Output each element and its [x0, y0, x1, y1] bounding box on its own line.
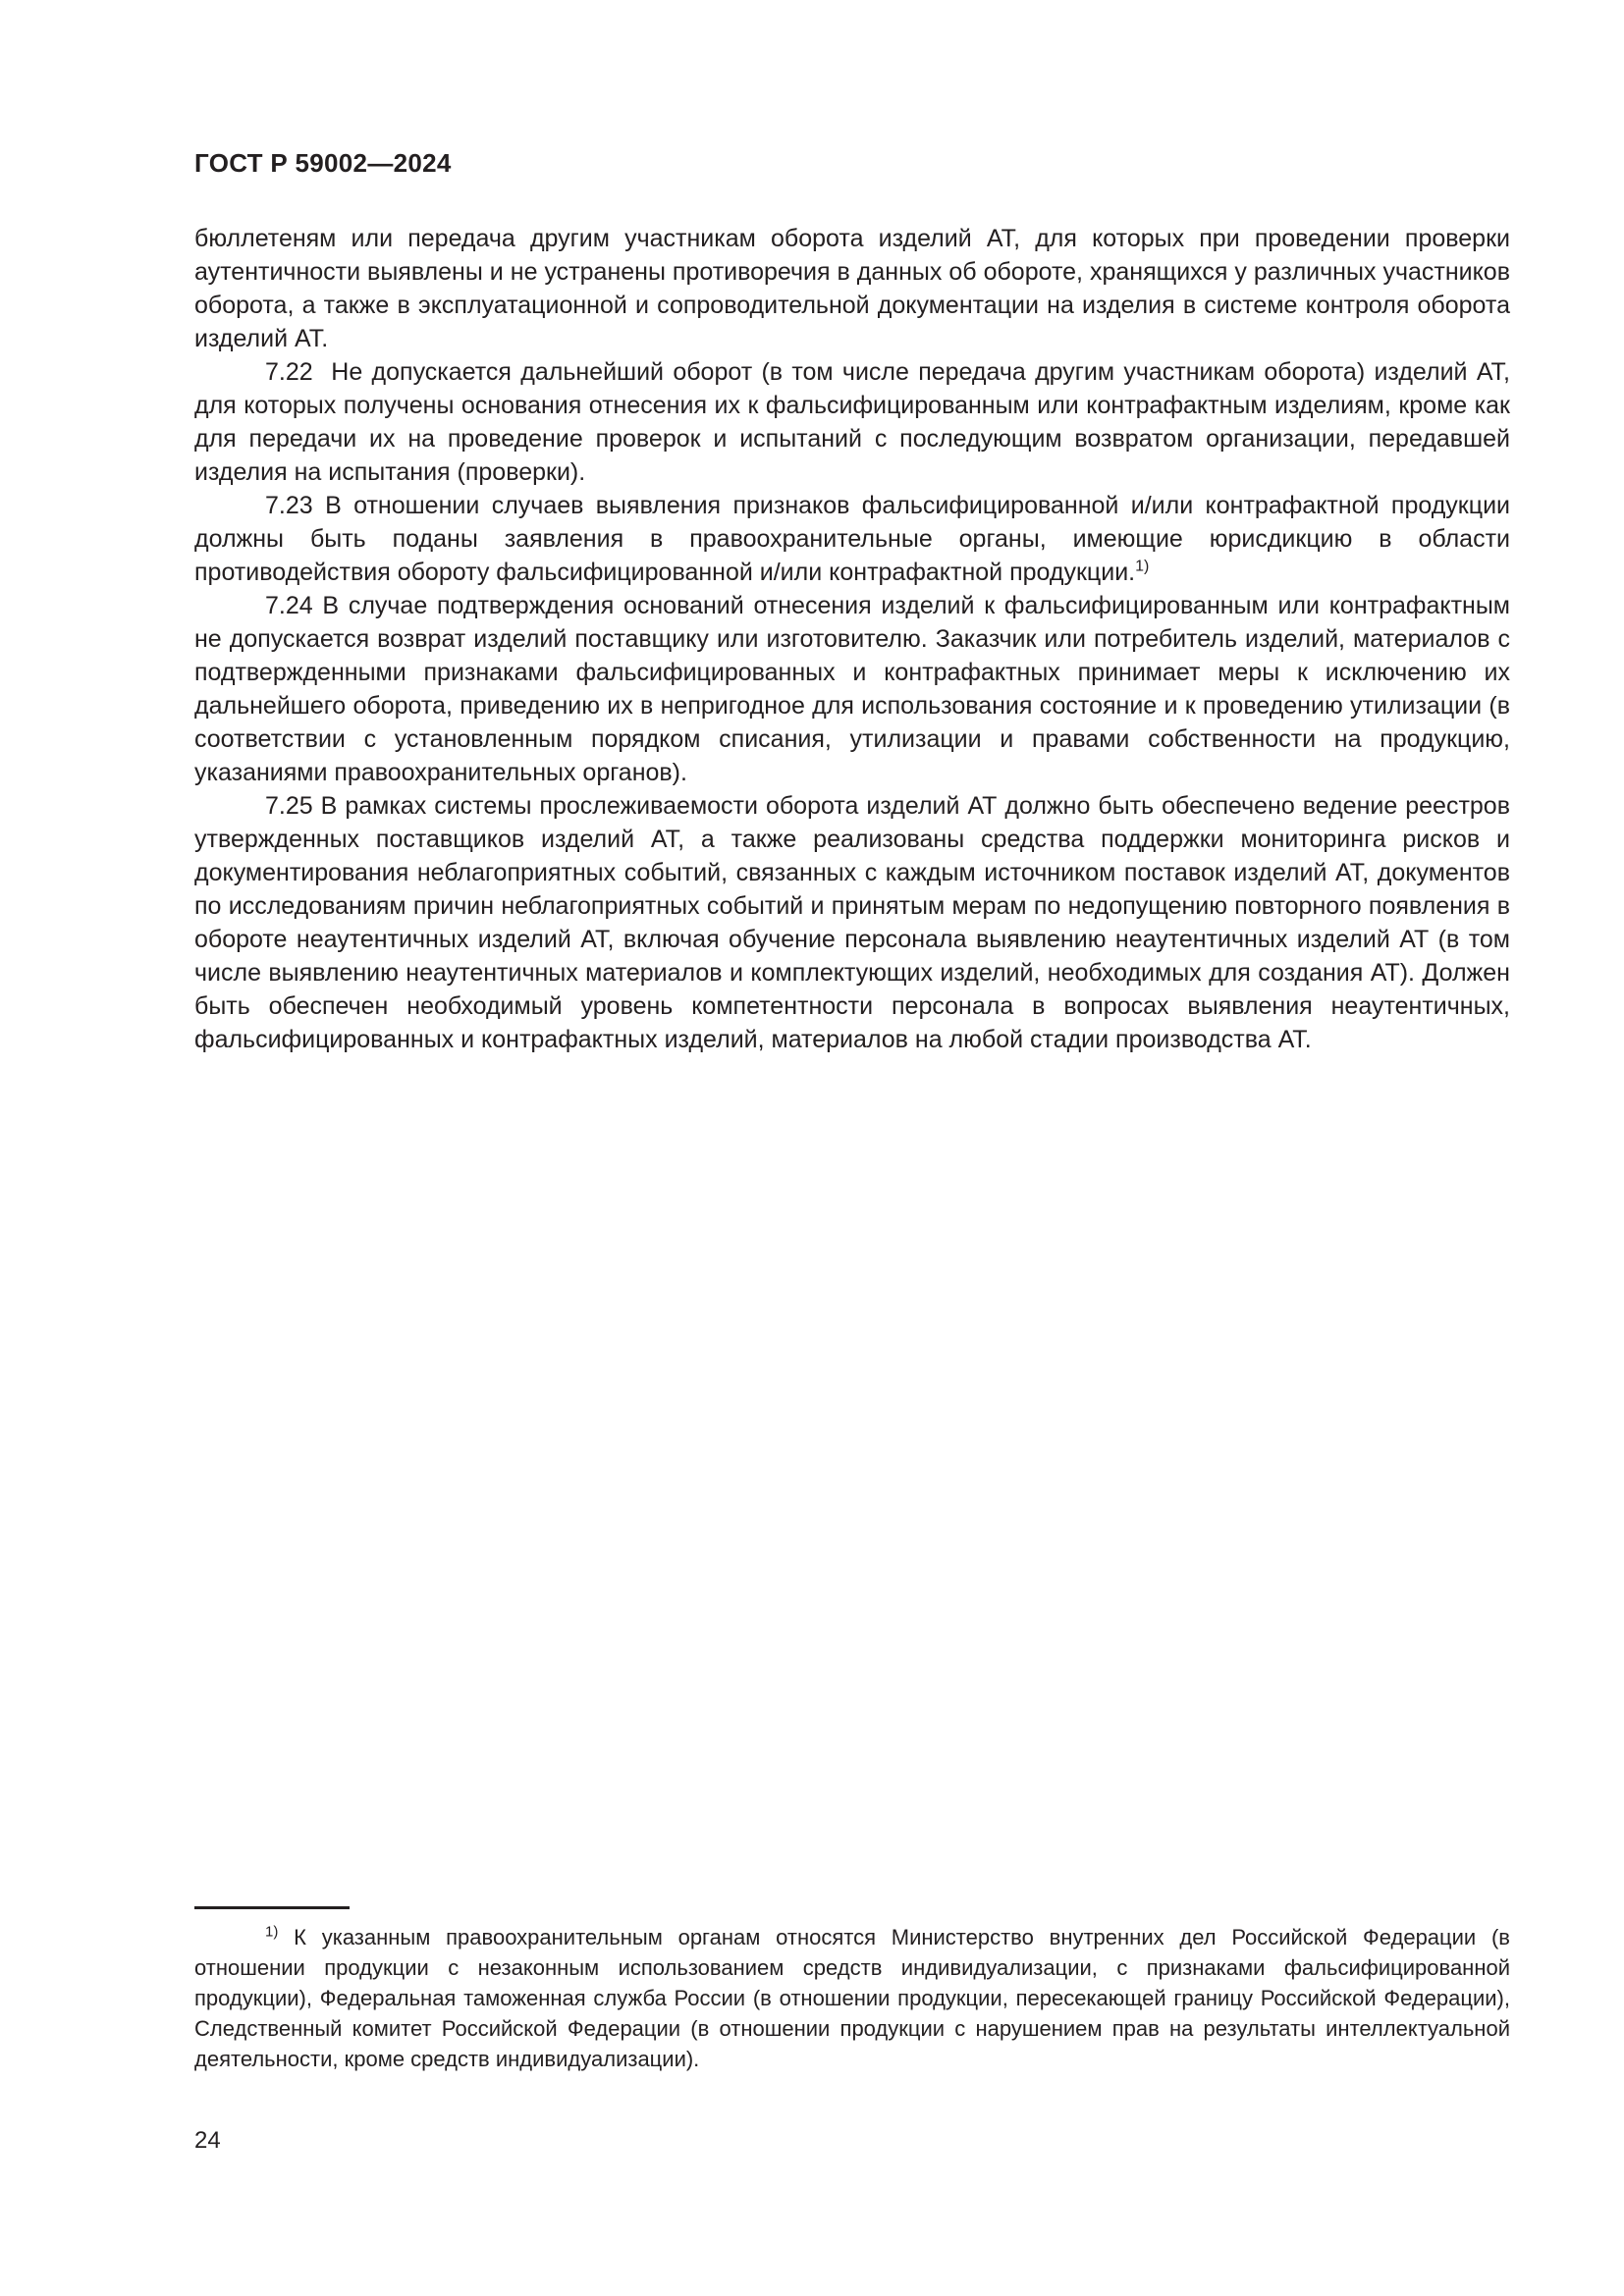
- clause-7-24: [194, 589, 1510, 789]
- page-number: 24: [194, 2127, 221, 2154]
- clause-7-23: [194, 489, 1510, 589]
- footnote-reference: 1): [1135, 558, 1150, 575]
- document-body: [194, 222, 1510, 1056]
- footnote: [194, 1922, 1510, 2074]
- document-header: ГОСТ Р 59002—2024: [194, 148, 452, 178]
- clause-text: В случае подтверждения оснований отнесения изделий к фальсифицированным или контрафактным не допускается возврат изделий поставщику или изготовителю. Заказчик или потребитель изделий, материалов с подтвержденными признаками фальсифицированных и контрафактных принимает меры к исключению их дальнейшего оборота, приведению их в непригодное для использования состояние и к проведению утилизации (в соответствии с установленным порядком списания, утилизации и правами собственности на продукцию, указаниями правоохранительных органов).: [194, 592, 1510, 786]
- clause-number: 7.24: [265, 592, 313, 619]
- clause-text: Не допускается дальнейший оборот (в том числе передача другим участникам оборота) изделий АТ, для которых получены основания отнесения их к фальсифицированным или контрафактным изделиям, кроме как для передачи их на проведение проверок и испытаний с последующим возвратом организации, передавшей изделия на испытания (проверки).: [194, 358, 1510, 486]
- clause-number: 7.25: [265, 792, 313, 820]
- footnote-marker: 1): [265, 1923, 279, 1941]
- clause-number: 7.23: [265, 492, 313, 519]
- clause-text: В отношении случаев выявления признаков фальсифицированной и/или контрафактной продукции должны быть поданы заявления в правоохранительные органы, имеющие юрисдикцию в области противодействия обороту фальсифицированной и/или контрафактной продукции.: [194, 492, 1510, 586]
- clause-7-25: [194, 789, 1510, 1056]
- clause-text: В рамках системы прослеживаемости оборота изделий АТ должно быть обеспечено ведение реестров утвержденных поставщиков изделий АТ, а также реализованы средства поддержки мониторинга рисков и документирования неблагоприятных событий, связанных с каждым источником поставок изделий АТ, документов по исследованиям причин неблагоприятных событий и принятым мерам по недопущению повторного появления в обороте неаутентичных изделий АТ, включая обучение персонала выявлению неаутентичных изделий АТ (в том числе выявлению неаутентичных материалов и комплектующих изделий, необходимых для создания АТ). Должен быть обеспечен необходимый уровень компетентности персонала в вопросах выявления неаутентичных, фальсифицированных и контрафактных изделий, материалов на любой стадии производства АТ.: [194, 792, 1510, 1053]
- clause-number: 7.22: [265, 358, 313, 386]
- footnote-text: К указанным правоохранительным органам относятся Министерство внутренних дел Российской Федерации (в отношении продукции с незаконным использованием средств индивидуализации, с признаками фальсифицированной продукции), Федеральная таможенная служба России (в отношении продукции, пересекающей границу Российской Федерации), Следственный комитет Российской Федерации (в отношении продукции с нарушением прав на результаты интеллектуальной деятельности, кроме средств индивидуализации).: [194, 1925, 1510, 2071]
- clause-7-22: [194, 355, 1510, 489]
- footnote-separator: [194, 1906, 350, 1909]
- continuation-paragraph: бюллетеням или передача другим участникам оборота изделий АТ, для которых при проведении проверки аутентичности выявлены и не устранены противоречия в данных об обороте, хранящихся у различных участников оборота, а также в эксплуатационной и сопроводительной документации на изделия в системе контроля оборота изделий АТ.: [194, 225, 1510, 352]
